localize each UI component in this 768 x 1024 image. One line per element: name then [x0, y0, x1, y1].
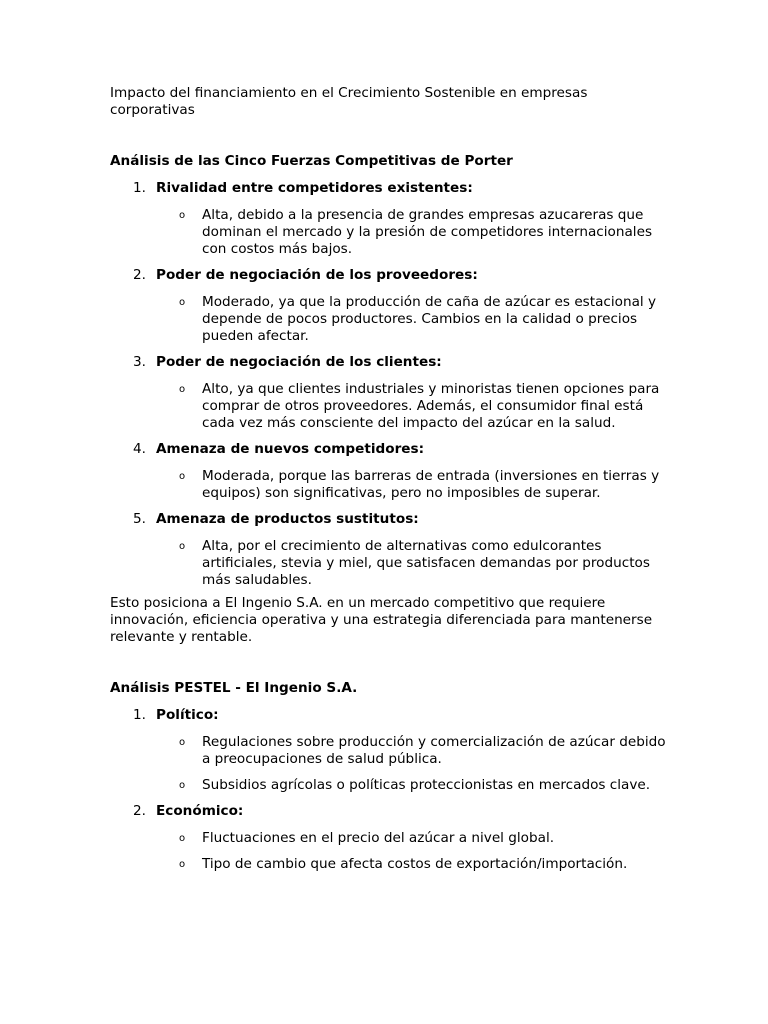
bullet-list — [156, 830, 670, 873]
bullet-item — [156, 381, 670, 432]
bullet-marker: o — [179, 210, 186, 221]
bullet-marker: o — [179, 541, 186, 552]
bullet-list — [156, 538, 670, 589]
bullet-marker: o — [179, 384, 186, 395]
item-number: 1. — [133, 180, 146, 196]
porter-heading: Análisis de las Cinco Fuerzas Competitivas de Porter — [110, 153, 513, 169]
item-title: Poder de negociación de los proveedores: — [156, 267, 478, 283]
bullet-item — [156, 734, 670, 768]
bullet-text: Alta, por el crecimiento de alternativas como edulcorantes artificiales, stevia y miel, que satisfacen demandas por productos más saludables. — [202, 538, 650, 588]
porter-item — [110, 267, 670, 345]
bullet-text: Fluctuaciones en el precio del azúcar a nivel global. — [202, 830, 555, 846]
porter-item — [110, 180, 670, 258]
bullet-marker: o — [179, 471, 186, 482]
bullet-marker: o — [179, 780, 186, 791]
bullet-list — [156, 207, 670, 258]
item-number: 3. — [133, 354, 146, 370]
bullet-item — [156, 538, 670, 589]
bullet-item — [156, 207, 670, 258]
bullet-text: Subsidios agrícolas o políticas proteccionistas en mercados clave. — [202, 777, 651, 793]
bullet-text: Alta, debido a la presencia de grandes empresas azucareras que dominan el mercado y la presión de competidores internacionales con costos más bajos. — [202, 207, 653, 257]
pestel-heading: Análisis PESTEL - El Ingenio S.A. — [110, 680, 358, 696]
bullet-item — [156, 777, 670, 794]
bullet-marker: o — [179, 297, 186, 308]
bullet-text: Regulaciones sobre producción y comercialización de azúcar debido a preocupaciones de salud pública. — [202, 734, 666, 767]
bullet-item — [156, 294, 670, 345]
item-number: 5. — [133, 511, 146, 527]
item-number: 4. — [133, 441, 146, 457]
bullet-item — [156, 856, 670, 873]
pestel-item — [110, 803, 670, 873]
item-number: 1. — [133, 707, 146, 723]
item-title: Económico: — [156, 803, 244, 819]
porter-item — [110, 441, 670, 502]
porter-conclusion: Esto posiciona a El Ingenio S.A. en un mercado competitivo que requiere innovación, eficiencia operativa y una estrategia diferenciada para mantenerse relevante y rentable. — [110, 595, 653, 645]
bullet-marker: o — [179, 859, 186, 870]
porter-item — [110, 354, 670, 432]
porter-section — [110, 153, 670, 646]
item-title: Político: — [156, 707, 219, 723]
pestel-list — [110, 707, 670, 873]
item-title: Rivalidad entre competidores existentes: — [156, 180, 473, 196]
bullet-list — [156, 734, 670, 794]
item-title: Poder de negociación de los clientes: — [156, 354, 442, 370]
bullet-list — [156, 381, 670, 432]
pestel-item — [110, 707, 670, 794]
item-title: Amenaza de nuevos competidores: — [156, 441, 425, 457]
bullet-item — [156, 830, 670, 847]
bullet-text: Alto, ya que clientes industriales y minoristas tienen opciones para comprar de otros proveedores. Además, el consumidor final está cada vez más consciente del impacto del azúcar en la salud. — [202, 381, 660, 431]
bullet-text: Moderado, ya que la producción de caña de azúcar es estacional y depende de pocos productores. Cambios en la calidad o precios pueden afectar. — [202, 294, 657, 344]
bullet-item — [156, 468, 670, 502]
porter-list — [110, 180, 670, 589]
bullet-marker: o — [179, 833, 186, 844]
item-number: 2. — [133, 803, 146, 819]
document-title: Impacto del financiamiento en el Crecimiento Sostenible en empresas corporativas — [110, 85, 588, 118]
bullet-list — [156, 468, 670, 502]
bullet-marker: o — [179, 737, 186, 748]
item-number: 2. — [133, 267, 146, 283]
porter-item — [110, 511, 670, 589]
item-title: Amenaza de productos sustitutos: — [156, 511, 419, 527]
bullet-list — [156, 294, 670, 345]
bullet-text: Tipo de cambio que afecta costos de exportación/importación. — [202, 856, 628, 872]
document-page — [110, 85, 670, 882]
bullet-text: Moderada, porque las barreras de entrada (inversiones en tierras y equipos) son significativas, pero no imposibles de superar. — [202, 468, 660, 501]
pestel-section — [110, 680, 670, 873]
